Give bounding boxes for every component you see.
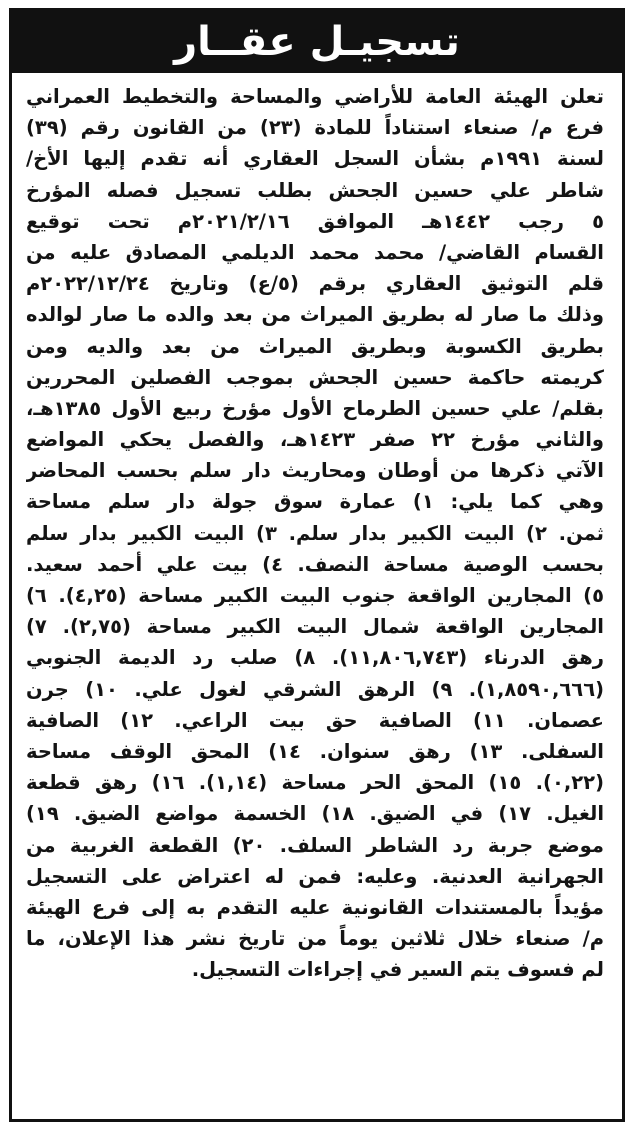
body-line: (٠,٢٢). ١٥) المحق الحر مساحة (١,١٤). ١٦) رهق قطعة xyxy=(26,771,604,795)
body-line: الغيل. ١٧) في الضيق. ١٨) الخسمة مواضع الضيق. ١٩) xyxy=(26,802,604,826)
body-line: مؤيداً بالمستندات القانونية عليه التقدم به إلى فرع الهيئة xyxy=(26,895,604,919)
body-line: (١,٨٥٩٠,٦٦٦). ٩) الرهق الشرقي لغول علي. ١٠) جرن xyxy=(26,677,604,701)
body-line: شاطر علي حسين الجحش بطلب تسجيل فصله المؤرخ xyxy=(26,178,604,202)
body-line: تعلن الهيئة العامة للأراضي والمساحة والتخطيط العمراني xyxy=(26,85,604,108)
body-line: والثاني مؤرخ ٢٢ صفر ١٤٢٣هـ، والفصل يحكي المواضع xyxy=(26,428,604,452)
body-line: لم فسوف يتم السير في إجراءات التسجيل. xyxy=(191,958,604,982)
title-banner xyxy=(12,11,622,73)
body-line: الآتي ذكرها من أوطان ومحاريث دار سلم بحسب المحاضر xyxy=(26,459,604,483)
body-line: وذلك ما صار له بطريق الميراث من بعد والده ما صار لوالده xyxy=(26,303,604,327)
notice-body xyxy=(12,81,622,985)
body-line: رهق الدرناء (١١,٨٠٦,٧٤٣). ٨) صلب رد الديمة الجنوبي xyxy=(26,646,604,670)
body-line: بحسب الوصية مساحة النصف. ٤) بيت علي أحمد سعيد. xyxy=(26,552,604,576)
body-line: قلم التوثيق العقاري برقم (٥/ع) وتاريخ ٢٠٢٢/١٢/٢٤م xyxy=(26,272,604,296)
body-line: السفلى. ١٣) رهق سنوان. ١٤) المحق الوقف مساحة xyxy=(26,739,604,763)
body-line: ٥) المجارين الواقعة جنوب البيت الكبير مساحة (٤,٢٥). ٦) xyxy=(26,584,604,607)
body-line: عصمان. ١١) الصافية حق بيت الراعي. ١٢) الصافية xyxy=(26,708,604,732)
body-line: كريمته حاكمة حسين الجحش بموجب الفصلين المحررين xyxy=(26,365,604,389)
notice-title: تسجيـل عقــار xyxy=(174,19,460,65)
body-line: المجارين الواقعة شمال البيت الكبير مساحة (٢,٧٥). ٧) xyxy=(26,615,604,639)
notice-frame xyxy=(9,8,625,1122)
body-line: م/ صنعاء خلال ثلاثين يوماً من تاريخ نشر هذا الإعلان، ما xyxy=(26,927,604,951)
body-line: ٥ رجب ١٤٤٢هـ الموافق ٢٠٢١/٢/١٦م تحت توقيع xyxy=(26,209,604,233)
body-line: بطريق الكسوبة وبطريق الميراث من بعد والديه ومن xyxy=(26,334,604,358)
body-line: وهي كما يلي: ١) عمارة سوق جولة دار سلم مساحة xyxy=(26,490,604,514)
body-line: القسام القاضي/ محمد محمد الديلمي المصادق عليه من xyxy=(26,240,604,264)
body-line: ثمن. ٢) البيت الكبير بدار سلم. ٣) البيت الكبير بدار سلم xyxy=(26,521,604,545)
body-line: الجهرانية العدنية. وعليه: فمن له اعتراض على التسجيل xyxy=(26,864,604,888)
body-line: لسنة ١٩٩١م بشأن السجل العقاري أنه تقدم إليها الأخ/ xyxy=(26,147,604,171)
body-line: فرع م/ صنعاء استناداً للمادة (٢٣) من القانون رقم (٣٩) xyxy=(26,116,604,140)
body-line: بقلم/ علي حسين الطرماح الأول مؤرخ ربيع الأول ١٣٨٥هـ، xyxy=(26,396,604,420)
body-line: موضع جربة رد الشاطر السلف. ٢٠) القطعة الغربية من xyxy=(26,833,604,857)
